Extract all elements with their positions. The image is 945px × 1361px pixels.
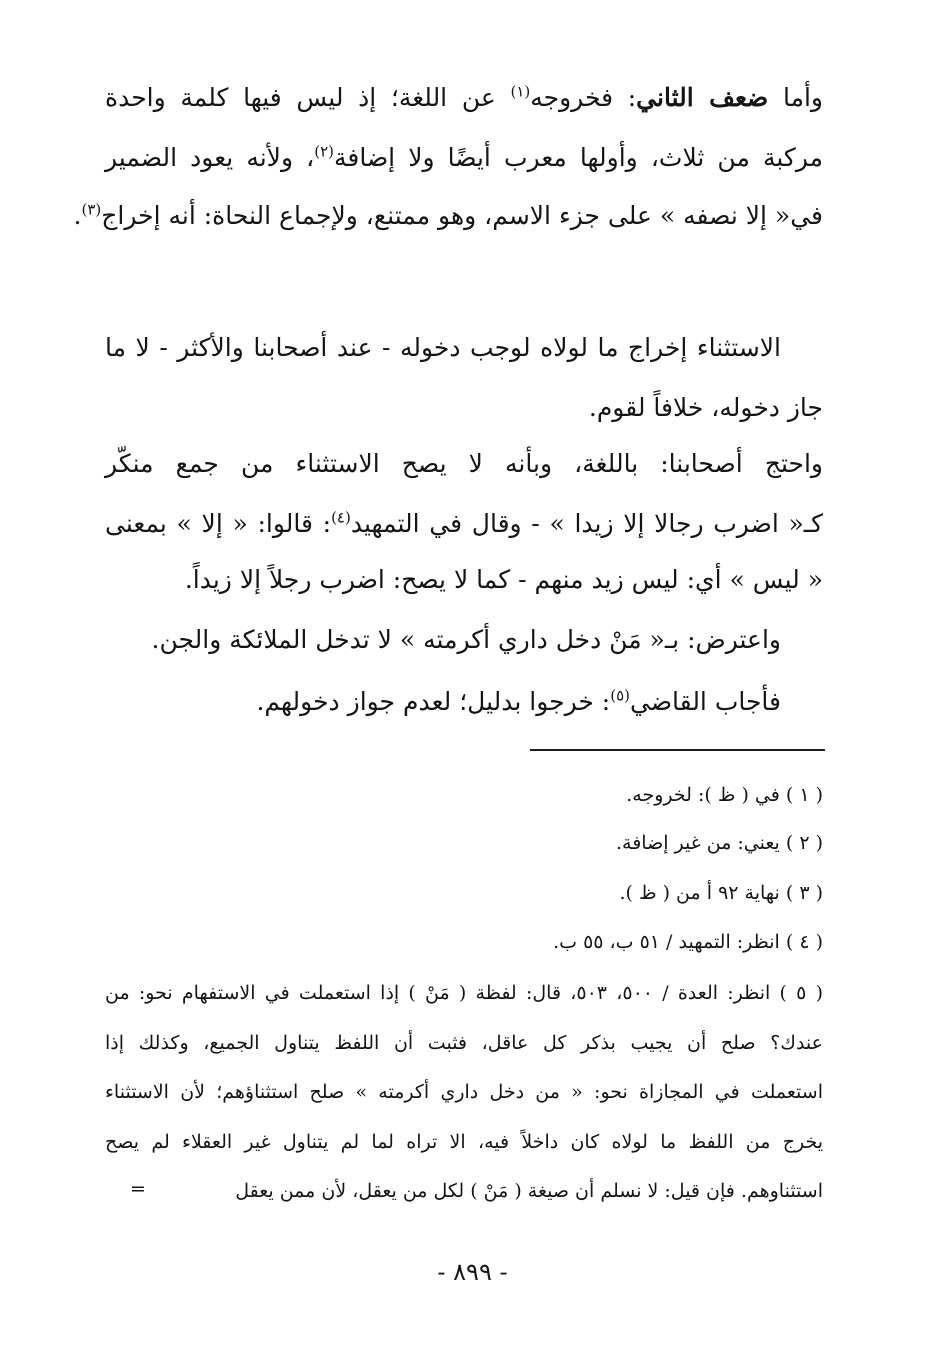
para5: فأجاب القاضي$^{(٥)}$: خرجوا بدليل؛ لعدم جواز دخولهم. [256,686,781,716]
para2: الاستثناء إخراج ما لولاه لوجب دخوله - عند أصحابنا والأكثر - لا ما جاز دخوله، خلافاً لقوم. [105,333,823,422]
footnote-5-line1: ( ٥ ) انظر: العدة / ٥٠٠، ٥٠٣، قال: لفظة ( مَنْ ) إذا استعملت في الاستفهام نحو: من [105,982,823,1004]
footnote-4: ( ٤ ) انظر: التمهيد / ٥١ ب، ٥٥ ب. [553,931,823,953]
continuation-mark: = [130,1178,146,1200]
para3-line2: كـ« اضرب رجالا إلا زيدا » - وقال في التمهيد$^{(٤)}$: قالوا: « إلا » بمعنى [105,508,823,538]
para3-line3: « ليس » أي: ليس زيد منهم - كما لا يصح: اضرب رجلاً إلا زيداً. [184,565,823,594]
footnote-5-line2: عندك؟ صلح أن يجيب بذكر كل عاقل، فثبت أن اللفظ يتناول الجميع، وكذلك إذا [105,1032,823,1054]
footnote-3: ( ٣ ) نهاية ٩٢ أ من ( ظ ). [619,882,823,904]
footnote-5-line5: استثناوهم. فإن قيل: لا نسلم أن صيغة ( مَنْ ) لكل من يعقل، لأن ممن يعقل [235,1180,823,1202]
footnote-1: ( ١ ) في ( ظ ): لخروجه. [626,784,823,806]
footnote-ref-4[interactable]: (٤) [331,508,351,527]
footnote-ref-1[interactable]: (١) [510,82,531,101]
bold-term: ضعف الثاني [636,83,769,112]
footnote-2: ( ٢ ) يعني: من غير إضافة. [615,832,823,854]
para1-line1: وأما ضعف الثاني: فخروجه$^{(١)}$ عن اللغة؛ إذ ليس فيها كلمة واحدة [105,82,823,112]
footnote-separator [530,749,825,751]
para3-line1: واحتج أصحابنا: باللغة، وبأنه لا يصح الاستثناء من جمع منكّر [105,449,823,478]
footnote-ref-3[interactable]: (٣) [81,200,102,219]
footnote-5-line3: استعملت في المجازاة نحو: « من دخل داري أكرمته » صلح استثناؤهم؛ لأن الاستثناء [105,1081,823,1103]
footnote-ref-2[interactable]: (٢) [314,142,334,161]
footnote-ref-5[interactable]: (٥) [610,686,630,705]
para4: واعترض: بـ« مَنْ دخل داري أكرمته » لا تدخل الملائكة والجن. [151,625,781,654]
page-number: - ٨٩٩ - [437,1258,508,1286]
footnote-5-line4: يخرج من اللفظ ما لولاه كان داخلاً فيه، الا تراه لما لم يتناول غير العقلاء لم يصح [105,1131,823,1153]
para1-line2: مركبة من ثلاث، وأولها معرب أيضًا ولا إضافة$^{(٢)}$، ولأنه يعود الضمير [105,142,824,172]
para1-line3: في« إلا نصفه » على جزء الاسم، وهو ممتنع، ولإجماع النحاة: أنه إخراج$^{(٣)}$. [73,200,823,230]
